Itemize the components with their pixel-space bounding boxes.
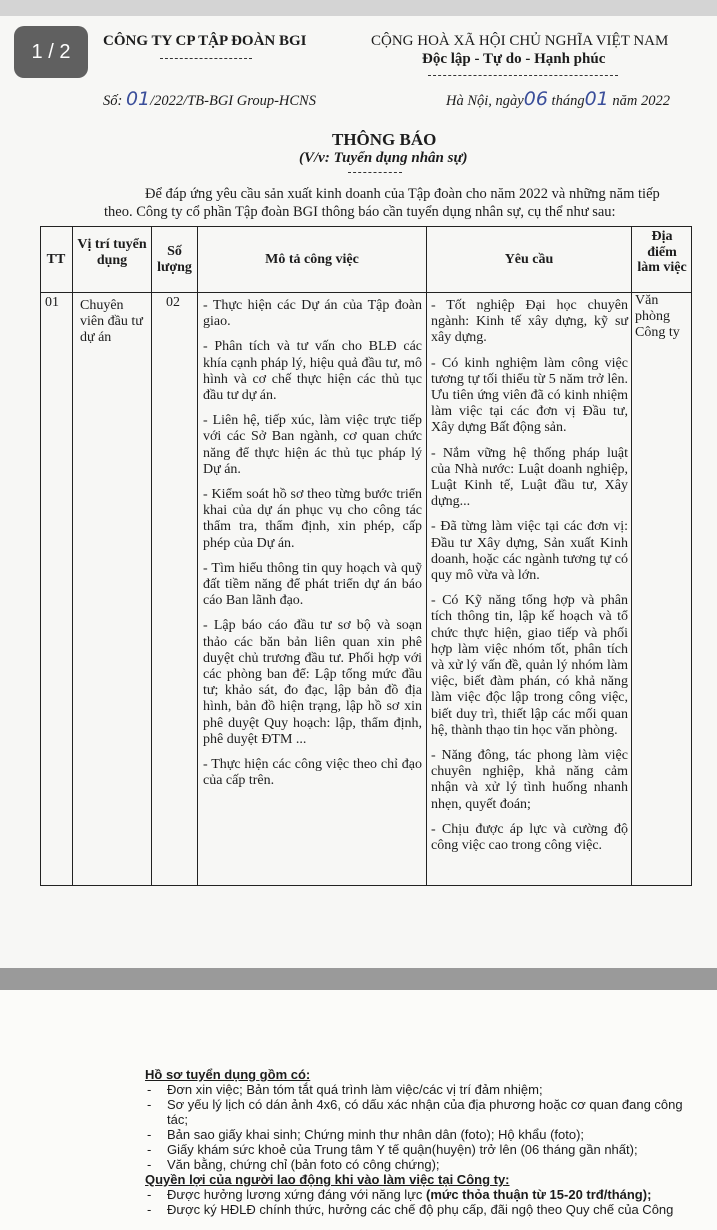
col-line-4	[426, 226, 427, 886]
nation-title: CỘNG HOÀ XÃ HỘI CHỦ NGHĨA VIỆT NAM	[371, 33, 669, 49]
benefits-heading: Quyền lợi của người lao động khi vào làm việc tại Công ty:	[145, 1172, 510, 1187]
title-underline	[348, 172, 402, 173]
header-position: Vị trí tuyển dụng	[77, 237, 147, 268]
col-line-1	[72, 226, 73, 886]
page2-content	[145, 1067, 685, 1217]
requirement-item: - Năng đông, tác phong làm việc chuyên nghiệp, khả năng cảm nhận và xử lý tình huống nhanh nhẹn, quyết đoán;	[431, 748, 628, 812]
col-line-2	[151, 226, 152, 886]
notice-title: THÔNG BÁO	[332, 130, 437, 149]
requirement-item: - Có kinh nghiệm làm công việc tương tự tối thiểu từ 5 năm trở lên. Ưu tiên ứng viên đã có kinh nhiệm làm việc tại các đơn vị Đầu tư, Xây dựng Bất động sản.	[431, 355, 628, 436]
benefit-salary: Được hưởng lương xứng đáng với năng lực	[167, 1187, 427, 1202]
requirements-list	[431, 298, 628, 863]
description-item: - Thực hiện các Dự án của Tập đoàn giao.	[203, 298, 422, 330]
ref-prefix: Số:	[103, 93, 123, 109]
col-line-3	[197, 226, 198, 886]
intro-line-1: Để đáp ứng yêu cầu sản xuất kinh doanh của Tập đoàn cho năm 2022 và những năm tiếp	[145, 186, 660, 202]
recruitment-table	[40, 226, 692, 886]
col-line-0	[40, 226, 41, 886]
day-handwritten: 06	[523, 88, 548, 110]
table-border-bottom	[40, 885, 692, 886]
col-line-5	[631, 226, 632, 886]
document-date	[446, 88, 670, 110]
header-quantity: Số lượng	[157, 244, 192, 275]
motto: Độc lập - Tự do - Hạnh phúc	[422, 51, 606, 67]
requirement-item: - Nắm vững hệ thống pháp luật của Nhà nước: Luật doanh nghiệp, Luật Kinh tế, Luật đầu tư, Xây dựng...	[431, 445, 628, 510]
ref-suffix: /2022/TB-BGI Group-HCNS	[150, 93, 316, 109]
month-label: tháng	[551, 93, 585, 109]
documents-heading: Hồ sơ tuyển dụng gồm có:	[145, 1067, 311, 1082]
header-requirements: Yêu cầu	[504, 252, 554, 267]
description-item: - Thực hiện các công việc theo chỉ đạo của cấp trên.	[203, 757, 422, 789]
date-prefix: Hà Nội, ngày	[446, 93, 524, 109]
description-list	[203, 298, 422, 798]
benefit-item: - Được ký HĐLĐ chính thức, hưởng các chế độ phụ cấp, đãi ngộ theo Quy chế của Công	[145, 1202, 685, 1217]
ref-number-handwritten: 01	[125, 88, 151, 110]
row-position: Chuyên viên đầu tư dự án	[80, 298, 143, 346]
document-item: - Văn bằng, chứng chỉ (bản foto có công chứng);	[145, 1157, 685, 1172]
company-name: CÔNG TY CP TẬP ĐOÀN BGI	[103, 33, 307, 49]
notice-subtitle: (V/v: Tuyển dụng nhân sự)	[299, 150, 468, 166]
description-item: - Lập báo cáo đầu tư sơ bộ và soạn thảo các băn bản liên quan xin phê duyệt chủ trương đầu tư. Phối hợp với các phòng ban để: Lập tổng mức đầu tư; khảo sát, đo đạc, lập bản đồ địa hình, bản đồ hiện trạng, lập hồ sơ xin phê duyệt Quy hoạch: lập, thẩm định, phê duyệt ĐTM ...	[203, 618, 422, 747]
document-item: - Đơn xin việc; Bản tóm tắt quá trình làm việc/các vị trí đảm nhiệm;	[145, 1082, 685, 1097]
page-separator	[0, 968, 717, 990]
requirement-item: - Chịu được áp lực và cường độ công việc cao trong công việc.	[431, 821, 628, 854]
benefit-salary-range: (mức thỏa thuận từ 15-20 trđ/tháng);	[426, 1187, 652, 1202]
viewer-top-band	[0, 0, 717, 16]
month-handwritten: 01	[584, 88, 609, 110]
motto-underline	[428, 75, 618, 76]
header-tt: TT	[46, 252, 66, 267]
description-item: - Kiểm soát hồ sơ theo từng bước triển khai của dự án phục vụ cho công tác thẩm tra, thẩm định, xin phép, cấp phép của Dự án.	[203, 487, 422, 551]
header-location: Địa điểm làm việc	[637, 229, 687, 275]
requirement-item: - Tốt nghiệp Đại học chuyên ngành: Kinh tế xây dựng, kỹ sư xây dựng.	[431, 298, 628, 346]
col-line-6	[691, 226, 692, 886]
intro-line-2: theo. Công ty cổ phần Tập đoàn BGI thông báo cần tuyển dụng nhân sự, cụ thể như sau:	[104, 204, 616, 220]
document-page-2	[0, 990, 717, 1230]
requirement-item: - Đã từng làm việc tại các đơn vị: Đầu tư Xây dựng, Sản xuất Kinh doanh, hoặc các ngành tương tự có quy mô vừa và lớn.	[431, 519, 628, 584]
benefit-item	[145, 1187, 685, 1202]
row-tt: 01	[45, 295, 59, 310]
reference-number	[103, 88, 316, 110]
document-item: - Bản sao giấy khai sinh; Chứng minh thư nhân dân (foto); Hộ khẩu (foto);	[145, 1127, 685, 1142]
row-location: Văn phòng Công ty	[635, 293, 680, 341]
year-label: năm 2022	[612, 93, 670, 109]
requirement-item: - Có Kỹ năng tổng hợp và phân tích thông tin, lập kế hoạch và tổ chức thực hiện, giao tiếp và phối hợp làm việc nhóm tốt, phân tích và xử lý vấn đề, quản lý nhóm làm việc, biết đàm phán, có khả năng làm việc độc lập trong công việc, biết duy trì, thiết lập các mối quan hệ, thành thạo tin học văn phòng.	[431, 593, 628, 738]
table-header-divider	[40, 292, 692, 293]
row-quantity: 02	[166, 295, 180, 310]
description-item: - Liên hệ, tiếp xúc, làm việc trực tiếp với các Sở Ban ngành, cơ quan chức năng để thực hiện ác thủ tục pháp lý Dự án.	[203, 413, 422, 477]
document-item: - Sơ yếu lý lịch có dán ảnh 4x6, có dấu xác nhận của địa phương hoặc cơ quan đang công tác;	[145, 1097, 685, 1127]
description-item: - Tìm hiểu thông tin quy hoạch và quỹ đất tiềm năng để phát triển dự án báo cáo Ban lãnh đạo.	[203, 560, 422, 609]
table-border-top	[40, 226, 692, 227]
company-underline	[160, 58, 252, 59]
header-description: Mô tả công việc	[265, 252, 359, 267]
description-item: - Phân tích và tư vấn cho BLĐ các khía cạnh pháp lý, hiệu quả đầu tư, mô hình và cơ chế thực hiện các thủ tục đầu tư dự án.	[203, 339, 422, 404]
document-item: - Giấy khám sức khoẻ của Trung tâm Y tế quận(huyện) trở lên (06 tháng gần nhất);	[145, 1142, 685, 1157]
page-indicator: 1 / 2	[14, 26, 88, 78]
